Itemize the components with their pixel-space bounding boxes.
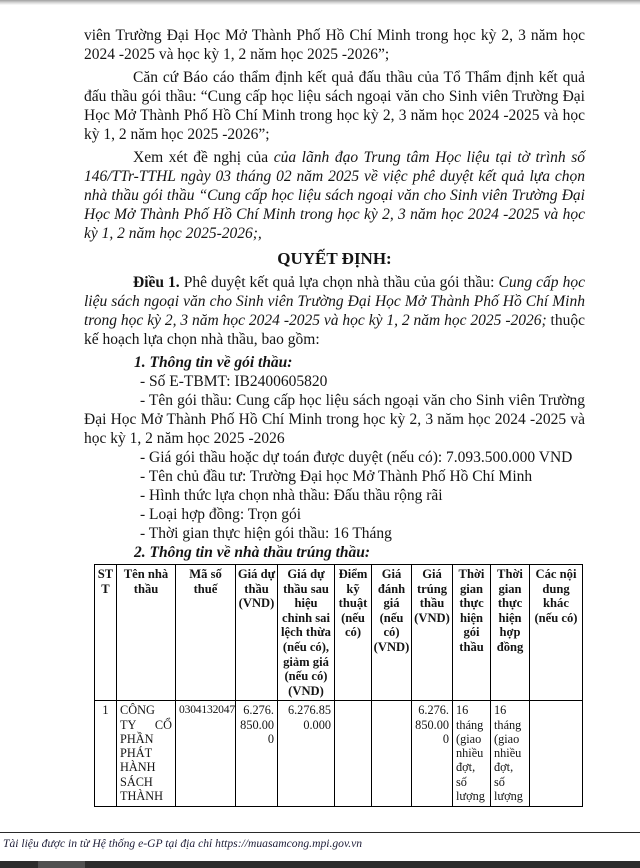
header-stt: STT — [95, 565, 117, 701]
article-1-paragraph — [84, 273, 585, 349]
header-tg-goi-thau: Thời gian thực hiện gói thầu — [453, 565, 491, 701]
cell-gia-danh-gia — [372, 701, 412, 807]
paragraph-xem-xet — [84, 148, 585, 243]
paragraph-xem-xet-normal: Xem xét đề nghị của — [133, 149, 274, 166]
article-1-text-tail: thuộc kế hoạch lựa chọn nhà thầu, bao gồm: — [84, 312, 585, 348]
article-1-text: Phê duyệt kết quả lựa chọn nhà thầu của gói thầu: — [179, 274, 499, 291]
cell-stt: 1 — [95, 701, 117, 807]
header-diem-ky-thuat: Điểm kỹ thuật (nếu có) — [335, 565, 372, 701]
bullet-hinh-thuc: - Hình thức lựa chọn nhà thầu: Đấu thầu rộng rãi — [140, 487, 443, 504]
table-row — [95, 701, 583, 807]
cell-gia-sau-hieu-chinh: 6.276.850.000 — [278, 701, 335, 807]
paragraph-continuation: viên Trường Đại Học Mở Thành Phố Hồ Chí Minh trong học kỳ 2, 3 năm học 2024 -2025 và học kỳ 1, 2 năm học 2025 -2026”; — [84, 27, 585, 63]
footer-note: Tài liệu được in từ Hệ thống e-GP tại địa chỉ https://muasamcong.mpi.gov.vn — [3, 837, 363, 850]
article-1-label: Điều 1. — [133, 274, 180, 291]
header-gia-danh-gia: Giá đánh giá (nếu có) (VND) — [372, 565, 412, 701]
window-top-edge — [0, 0, 640, 5]
scrollbar-thumb[interactable] — [38, 861, 85, 868]
cell-ma-so-thue: 0304132047 — [176, 701, 236, 807]
header-ma-so-thue: Mã số thuế — [176, 565, 236, 701]
table-header-row — [95, 565, 583, 701]
paragraph-can-cu: Căn cứ Báo cáo thẩm định kết quả đấu thầu của Tổ Thẩm định kết quả đấu thầu gói thầu: “Cung cấp học liệu sách ngoại văn cho Sinh viên Trường Đại Học Mở Thành Phố Hồ Chí Minh trong học kỳ 2, 3 năm học 2024 -2025 và học kỳ 1, 2 năm học 2025 -2026”; — [84, 69, 585, 143]
header-noi-dung-khac: Các nội dung khác (nếu có) — [530, 565, 583, 701]
cell-noi-dung-khac — [530, 701, 583, 807]
bullet-thoi-gian: - Thời gian thực hiện gói thầu: 16 Tháng — [140, 525, 392, 542]
cell-gia-trung-thau: 6.276.850.000 — [412, 701, 453, 807]
bullet-loai-hop-dong: - Loại hợp đồng: Trọn gói — [140, 506, 302, 523]
header-tg-hop-dong: Thời gian thực hiện hợp đồng — [491, 565, 530, 701]
bullet-gia-goi-thau: - Giá gói thầu hoặc dự toán được duyệt (nếu có): 7.093.500.000 VND — [140, 449, 573, 466]
cell-ten-nha-thau: CÔNG TY CỔ PHẦN PHÁT HÀNH SÁCH THÀNH — [117, 701, 176, 807]
cell-tg-hop-dong: 16 tháng (giao nhiều đợt, số lượng — [491, 701, 530, 807]
header-gia-sau-hieu-chinh: Giá dự thầu sau hiệu chỉnh sai lệch thừa (nếu có), giảm giá (nếu có) (VND) — [278, 565, 335, 701]
bullet-chu-dau-tu: - Tên chủ đầu tư: Trường Đại học Mở Thành Phố Hồ Chí Minh — [140, 468, 533, 485]
winning-bidder-table — [94, 564, 583, 807]
section-1-title: 1. Thông tin về gói thầu: — [134, 354, 293, 371]
article-1-package-name: Cung cấp học liệu sách ngoại văn cho Sinh viên Trường Đại Học Mở Thành Phố Hồ Chí Minh trong học kỳ 2, 3 năm học 2024 -2025 và học kỳ 1, 2 năm học 2025 -2026; — [84, 274, 586, 329]
footer-divider — [0, 832, 640, 833]
cell-gia-du-thau: 6.276.850.000 — [236, 701, 278, 807]
cell-diem-ky-thuat — [335, 701, 372, 807]
bullet-ten-goi-thau: - Tên gói thầu: Cung cấp học liệu sách ngoại văn cho Sinh viên Trường Đại Học Mở Thành Phố Hồ Chí Minh trong học kỳ 2, 3 năm học 2024 -2025 và học kỳ 1, 2 năm học 2025 -2026 — [84, 392, 585, 447]
header-gia-du-thau: Giá dự thầu (VND) — [236, 565, 278, 701]
decision-heading: QUYẾT ĐỊNH: — [277, 249, 392, 268]
document-body — [84, 26, 585, 807]
bullet-etbmt: - Số E-TBMT: IB2400605820 — [140, 373, 328, 390]
cell-tg-goi-thau: 16 tháng (giao nhiều đợt, số lượng — [453, 701, 491, 807]
horizontal-scrollbar[interactable] — [0, 861, 640, 868]
header-ten-nha-thau: Tên nhà thầu — [117, 565, 176, 701]
section-2-title: 2. Thông tin về nhà thầu trúng thầu: — [134, 544, 371, 561]
header-gia-trung-thau: Giá trúng thầu (VND) — [412, 565, 453, 701]
paragraph-xem-xet-italic: của lãnh đạo Trung tâm Học liệu tại tờ trình số 146/TTr-TTHL ngày 03 tháng 02 năm 2025 về việc phê duyệt kết quả lựa chọn nhà thầu gói thầu “Cung cấp học liệu sách ngoại văn cho Sinh viên Trường Đại Học Mở Thành Phố Hồ Chí Minh trong học kỳ 2, 3 năm học 2024 -2025 và học kỳ 1, 2 năm học 2025-2026;, — [84, 149, 585, 242]
